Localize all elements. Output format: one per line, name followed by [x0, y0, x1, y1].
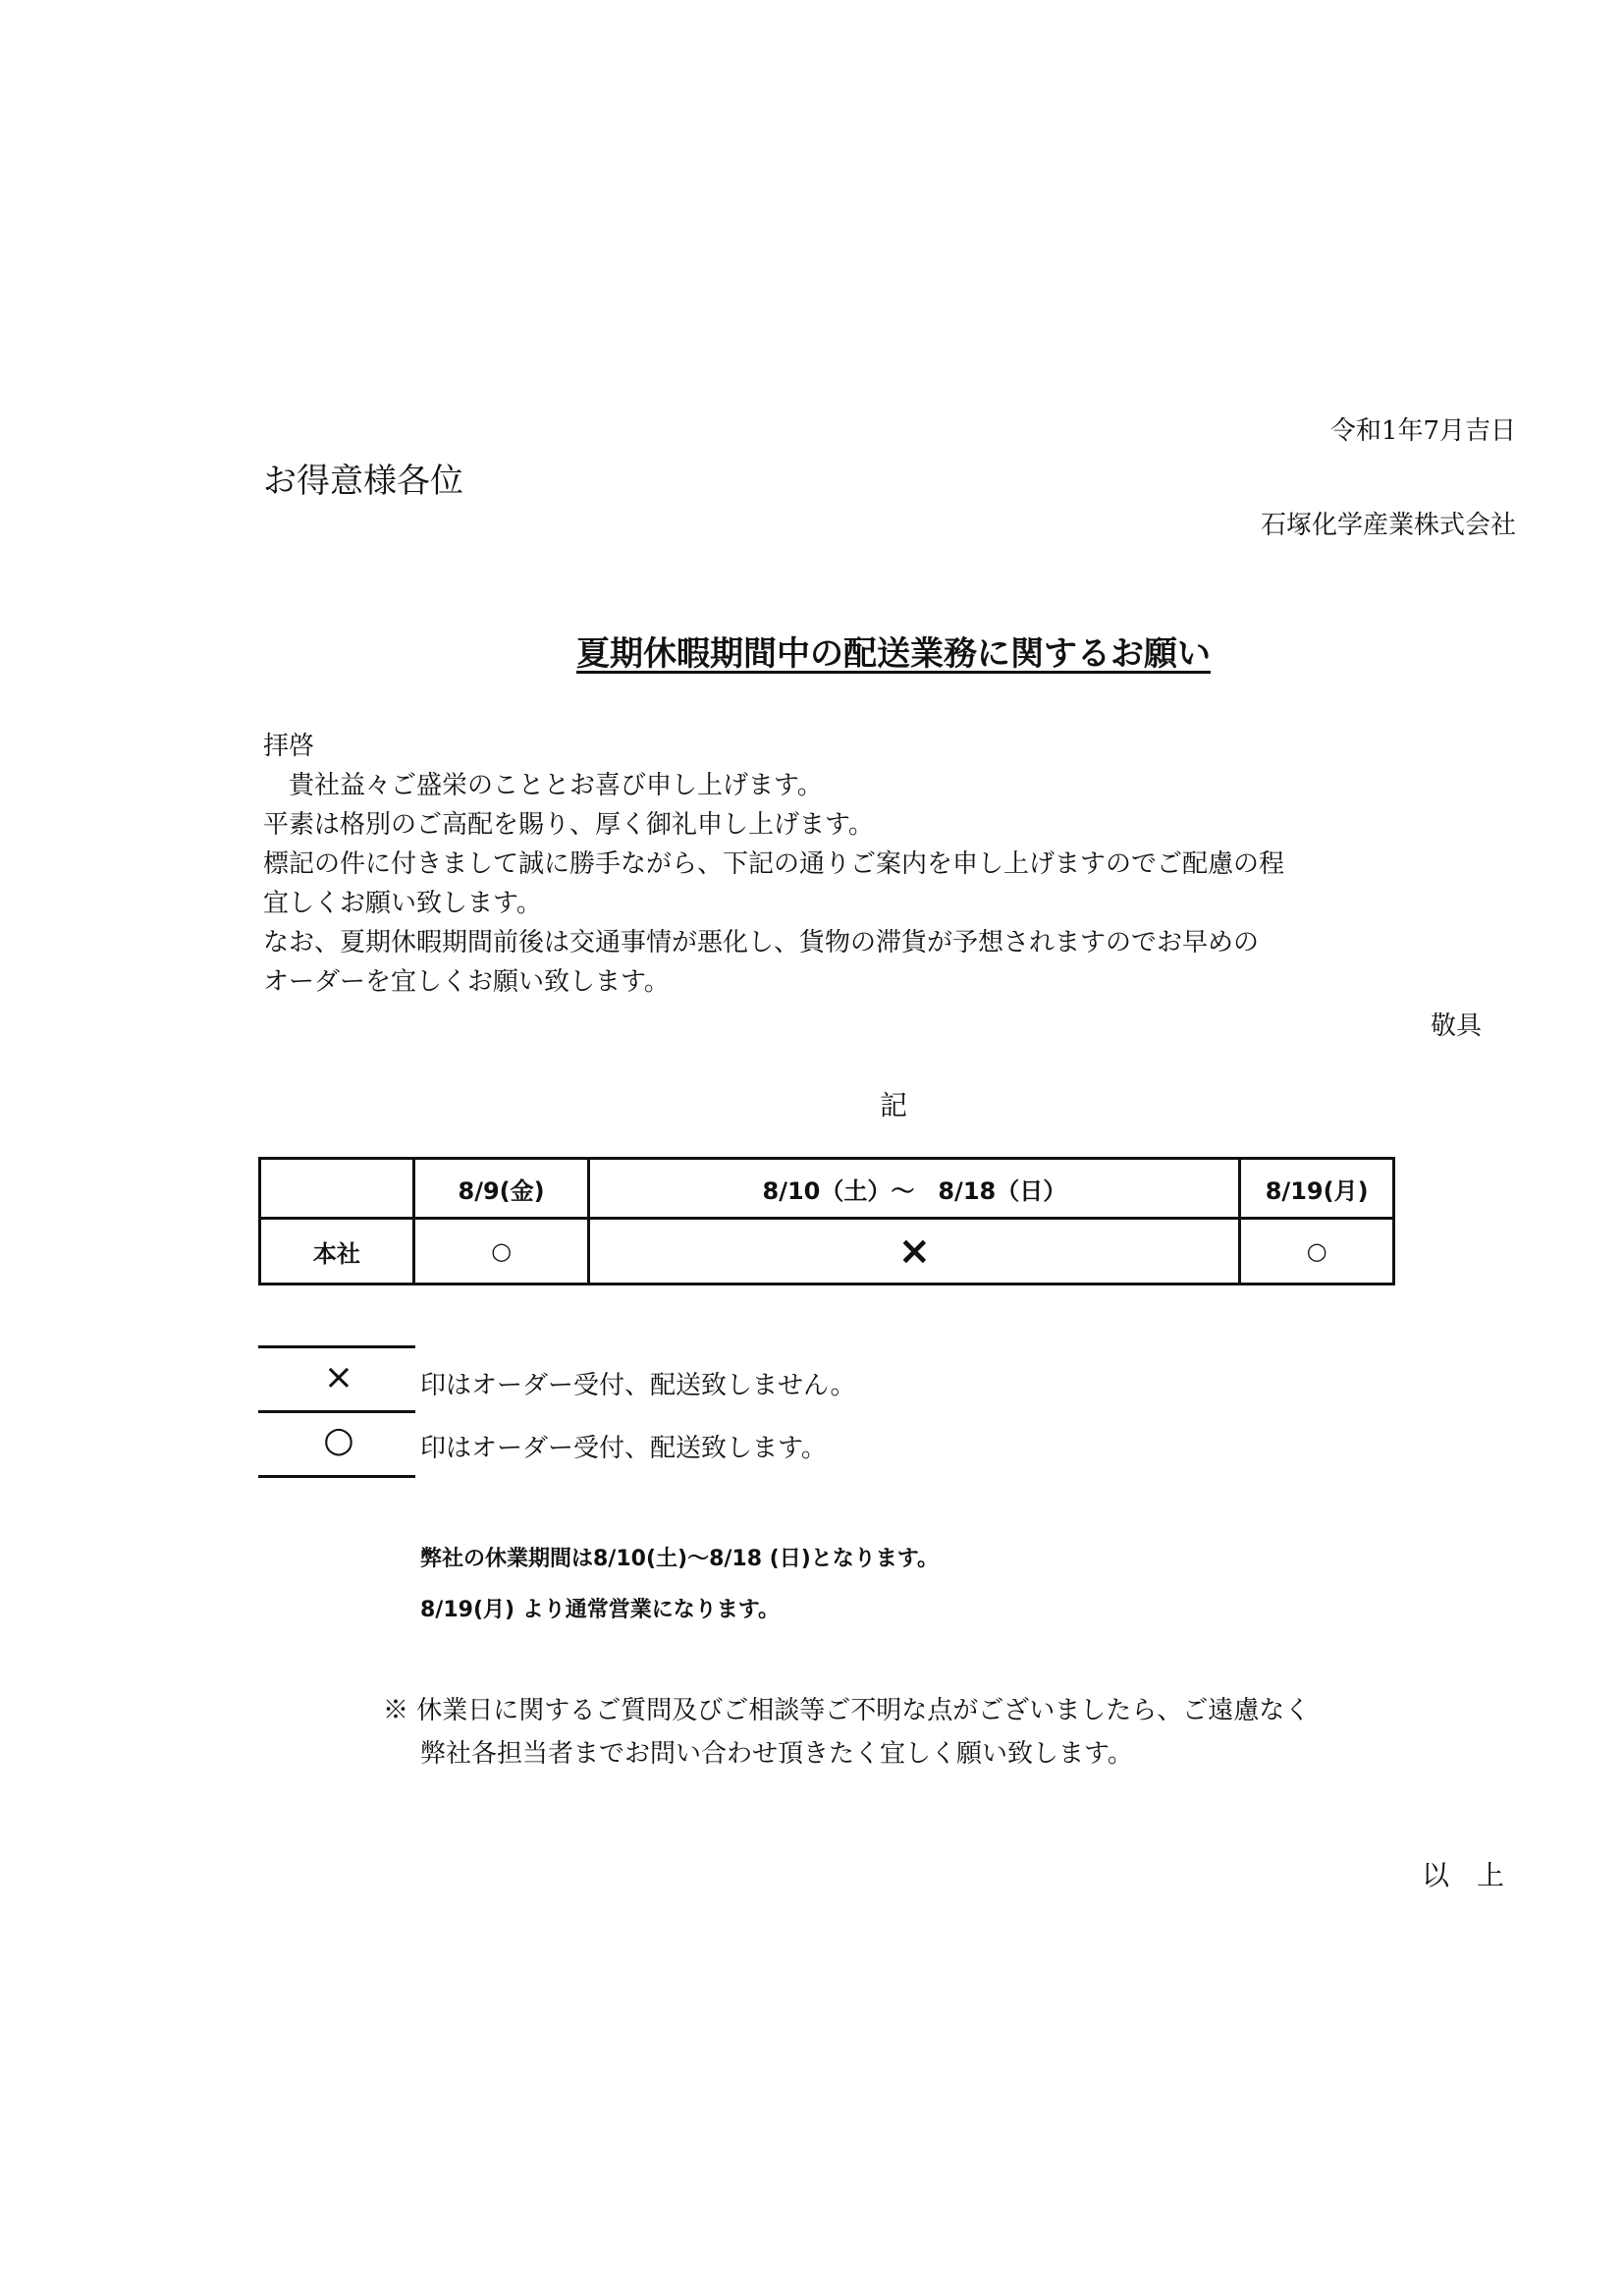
closure-period-notice: 弊社の休業期間は8/10(土)～8/18 (日)となります。: [420, 1547, 940, 1571]
company-name: 石塚化学産業株式会社: [1260, 511, 1516, 540]
circle-mark: ○: [413, 1219, 589, 1285]
document-date: 令和1年7月吉日: [1329, 416, 1516, 446]
schedule-table: [258, 1157, 1395, 1285]
resume-notice: 8/19(月) より通常営業になります。: [420, 1598, 780, 1622]
cross-mark: ×: [589, 1219, 1240, 1285]
letter-body: [263, 727, 1284, 1002]
salutation: 拝啓: [263, 732, 315, 761]
table-header-cell: 8/10（土）～ 8/18（日）: [589, 1159, 1240, 1219]
legend-divider: [258, 1475, 415, 1478]
closing-phrase: 敬具: [1430, 1011, 1482, 1041]
body-line: 平素は格別のご高配を賜り、厚く御礼申し上げます。: [263, 810, 874, 840]
body-line: 標記の件に付きまして誠に勝手ながら、下記の通りご案内を申し上げますのでご配慮の程: [263, 849, 1285, 879]
remark-line: 弊社各担当者までお問い合わせ頂きたく宜しく願い致します。: [420, 1739, 1133, 1769]
table-row: [260, 1219, 1394, 1285]
table-header-cell: 8/19(月): [1240, 1159, 1394, 1219]
body-line: 貴社益々ご盛栄のこととお喜び申し上げます。: [263, 771, 823, 800]
table-header-row: [260, 1159, 1394, 1219]
row-label: 本社: [260, 1219, 414, 1285]
body-line: 宜しくお願い致します。: [263, 889, 542, 918]
addressee: お得意様各位: [263, 462, 463, 501]
ki-heading: 記: [879, 1089, 907, 1121]
end-mark: 以 上: [1421, 1859, 1504, 1891]
table-header-cell: 8/9(金): [413, 1159, 589, 1219]
table-header-cell: [260, 1159, 414, 1219]
body-line: なお、夏期休暇期間前後は交通事情が悪化し、貨物の滞貨が予想されますのでお早めの: [263, 928, 1260, 957]
legend-text: 印はオーダー受付、配送致します。: [420, 1434, 827, 1463]
body-line: オーダーを宜しくお願い致します。: [263, 967, 670, 997]
inquiry-remark: [383, 1689, 1310, 1776]
legend-divider: [258, 1345, 415, 1348]
remark-line: ※ 休業日に関するご質問及びご相談等ご不明な点がございましたら、ご遠慮なく: [383, 1696, 1311, 1725]
legend-divider: [258, 1410, 415, 1413]
document-title: 夏期休暇期間中の配送業務に関するお願い: [576, 634, 1211, 674]
cross-mark: ×: [323, 1357, 354, 1397]
circle-mark: ○: [323, 1420, 354, 1460]
circle-mark: ○: [1240, 1219, 1394, 1285]
legend-text: 印はオーダー受付、配送致しません。: [420, 1371, 856, 1400]
